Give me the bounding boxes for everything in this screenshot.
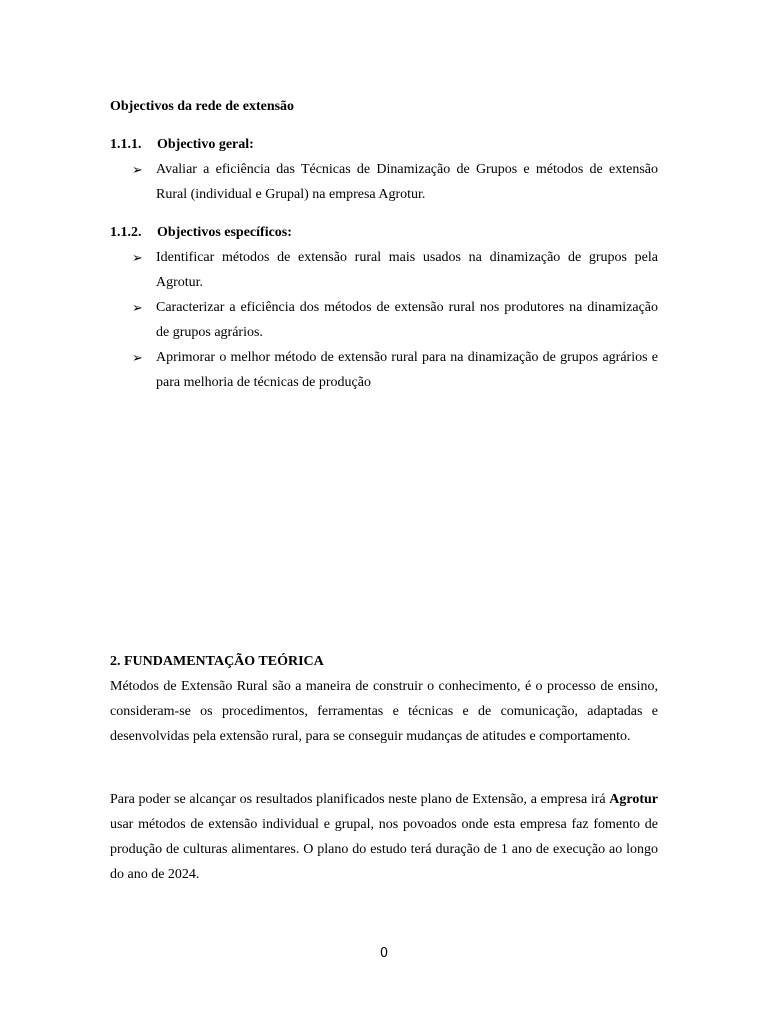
- general-objective-list: [110, 157, 658, 207]
- list-item-text: Avaliar a eficiência das Técnicas de Dinamização de Grupos e métodos de extensão Rural (individual e Grupal) na empresa Agrotur.: [156, 162, 658, 202]
- list-item-text: Aprimorar o melhor método de extensão rural para na dinamização de grupos agrários e para melhoria de técnicas de produção: [156, 350, 658, 390]
- paragraph-1: Métodos de Extensão Rural são a maneira de construir o conhecimento, é o processo de ensino, consideram-se os procedimentos, ferramentas e técnicas e de comunicação, adaptadas e desenvolvidas pela extensão rural, para se conseguir mudanças de atitudes e comportamento.: [110, 679, 658, 744]
- specific-objectives-number: 1.1.2.: [110, 225, 142, 240]
- specific-objectives-list: [110, 245, 658, 395]
- paragraph-2-text-end: usar métodos de extensão individual e grupal, nos povoados onde esta empresa faz fomento de produção de culturas alimentares. O plano do estudo terá duração de 1 ano de execução ao longo do ano de 2024.: [110, 817, 658, 882]
- objectives-title: Objectivos da rede de extensão: [110, 99, 295, 114]
- general-objective-number: 1.1.1.: [110, 137, 142, 152]
- company-name: Agrotur: [609, 792, 658, 807]
- general-objective-heading: [110, 132, 658, 157]
- specific-objectives-label: Objectivos específicos:: [157, 225, 292, 240]
- list-item: [110, 157, 658, 207]
- arrow-bullet-icon: ➢: [132, 350, 143, 365]
- arrow-bullet-icon: ➢: [132, 162, 143, 177]
- page-number: 0: [379, 946, 389, 961]
- paragraph-2-text: Para poder se alcançar os resultados planificados neste plano de Extensão, a empresa irá: [110, 792, 610, 807]
- list-item-text: Identificar métodos de extensão rural mais usados na dinamização de grupos pela Agrotur.: [156, 250, 658, 290]
- list-item: [110, 245, 658, 295]
- section-heading: 2. FUNDAMENTAÇÃO TEÓRICA: [110, 654, 324, 669]
- paragraph-2: [110, 787, 658, 887]
- arrow-bullet-icon: ➢: [132, 300, 143, 315]
- list-item-text: Caracterizar a eficiência dos métodos de extensão rural nos produtores na dinamização de grupos agrários.: [156, 300, 658, 340]
- general-objective-label: Objectivo geral:: [157, 137, 254, 152]
- list-item: [110, 295, 658, 345]
- specific-objectives-heading: [110, 220, 658, 245]
- list-item: [110, 345, 658, 395]
- arrow-bullet-icon: ➢: [132, 250, 143, 265]
